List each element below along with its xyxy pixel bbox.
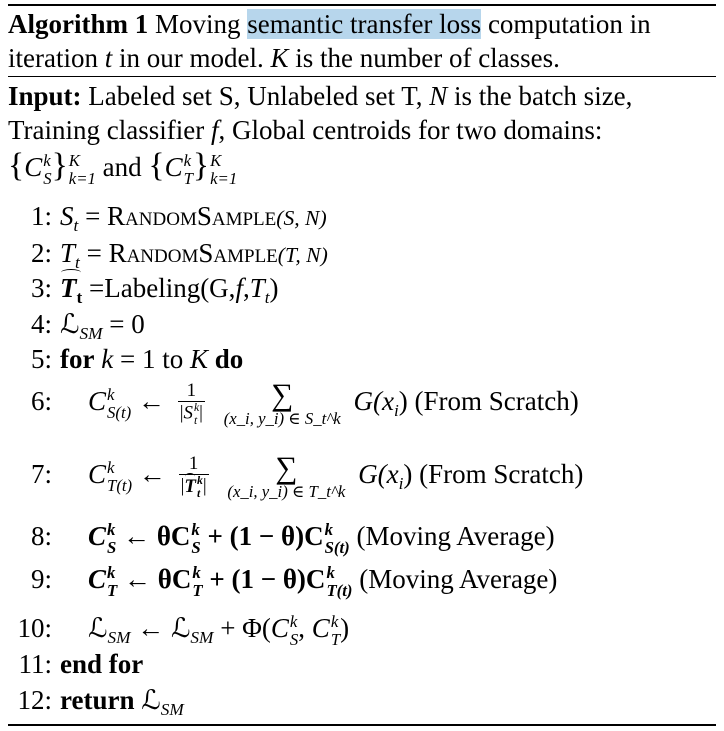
step-2: 2: Tt = RandomSample(T, N) — [30, 238, 328, 273]
algorithm-label: Algorithm 1 — [8, 9, 149, 39]
step-5: 5: for k = 1 to K do — [30, 344, 244, 374]
input-line-2: Training classifier f, Global centroids for two domains: — [8, 115, 603, 145]
step-6: 6: C k S(t) ← 1 |S k t | ∑ (x_i, y_i) ∈ S_t^k G(xi) (From Scratch) — [30, 377, 579, 429]
algorithm-block — [8, 0, 716, 731]
bottom-rule — [8, 724, 716, 726]
input-line-3: {C k S } K k=1 and {C k T } K k=1 — [8, 147, 238, 188]
step-9: 9: C k T ← θC k T + (1 − θ)C k T(t) (Moving Average) — [30, 563, 558, 600]
step-12: 12: return ℒSM — [17, 685, 184, 720]
step-4: 4: ℒSM = 0 — [30, 309, 145, 344]
caption-rule — [8, 76, 716, 77]
step-11: 11: end for — [18, 649, 144, 679]
input-line-1: Input: Labeled set S, Unlabeled set T, N is the batch size, — [8, 81, 633, 111]
input-label: Input: — [8, 81, 82, 111]
highlighted-text: semantic transfer loss — [247, 9, 482, 39]
step-3: 3: Tt =Labeling(G,f,Tt) — [30, 273, 279, 308]
caption-line-2: iteration t in our model. K is the number of classes. — [8, 43, 560, 73]
step-8: 8: C k S ← θC k S + (1 − θ)C k S(t) (Moving Average) — [30, 520, 555, 557]
step-10: 10: ℒSM ← ℒSM + Φ(C k S , C k T ) — [17, 612, 350, 649]
step-7: 7: C k T(t) ← 1 |T k t | ∑ (x_i, y_i) ∈ T_t^k G(xi) (From Scratch) — [30, 450, 584, 502]
top-rule — [8, 4, 716, 6]
step-1: 1: St = RandomSample(S, N) — [30, 201, 327, 236]
caption-line-1: Algorithm 1 Moving semantic transfer loss computation in — [8, 9, 651, 39]
